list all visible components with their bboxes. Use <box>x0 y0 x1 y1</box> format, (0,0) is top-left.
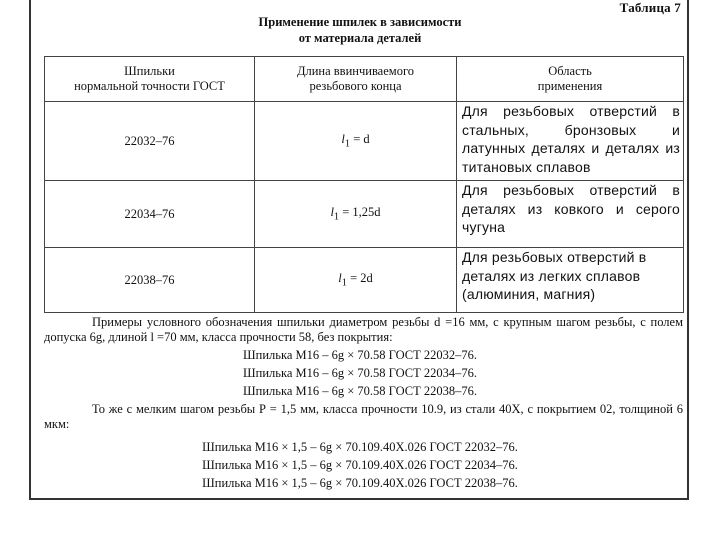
length-sub: 1 <box>333 211 340 223</box>
length-cell <box>255 102 457 181</box>
header-length-line-2: резьбового конца <box>309 79 402 93</box>
length-sub: 1 <box>341 277 347 289</box>
example-line: Шпилька М16 – 6g × 70.58 ГОСТ 22032–76. <box>243 348 477 362</box>
example-line: Шпилька М16 × 1,5 – 6g × 70.109.40Х.026 ГОСТ 22034–76. <box>202 458 518 472</box>
header-gost <box>45 57 255 102</box>
header-gost-line-2: нормальной точности ГОСТ <box>74 79 225 93</box>
table-number: Таблица 7 <box>619 0 681 15</box>
length-var: l <box>330 205 334 220</box>
example-line: Шпилька М16 – 6g × 70.58 ГОСТ 22038–76. <box>243 384 477 398</box>
example-line: Шпилька М16 × 1,5 – 6g × 70.109.40Х.026 ГОСТ 22038–76. <box>202 476 518 490</box>
header-area-line-1: Область <box>548 64 592 78</box>
studs-table <box>44 56 684 313</box>
example-line: Шпилька М16 × 1,5 – 6g × 70.109.40Х.026 ГОСТ 22032–76. <box>202 440 518 454</box>
area-cell: Для резьбовых отверстий в стальных, бронзовых и латунных деталях и деталях из титановых сплавов <box>457 102 684 181</box>
area-cell: Для резьбовых отверстий в деталях из легких сплавов (алюминия, магния) <box>457 248 684 313</box>
table-row <box>45 102 684 181</box>
header-length <box>255 57 457 102</box>
header-area <box>457 57 684 102</box>
gost-cell: 22034–76 <box>45 181 255 248</box>
table-header-row <box>45 57 684 102</box>
table-caption-line-2: от материала деталей <box>298 31 422 45</box>
gost-cell: 22032–76 <box>45 102 255 181</box>
header-gost-line-1: Шпильки <box>124 64 175 78</box>
header-length-line-1: Длина ввинчиваемого <box>296 64 415 78</box>
length-cell <box>255 248 457 313</box>
gost-cell: 22038–76 <box>45 248 255 313</box>
length-var: l <box>338 271 342 286</box>
table-caption-line-1: Применение шпилек в зависимости <box>258 15 462 29</box>
area-cell: Для резьбовых отверстий в деталях из ковкого и серого чугуна <box>457 181 684 248</box>
length-value: = 1,25d <box>339 205 381 220</box>
length-value: = d <box>350 132 370 147</box>
example-paragraph-1: Примеры условного обозначения шпильки диаметром резьбы d =16 мм, с крупным шагом резьбы, с полем допуска 6g, длиной l =70 мм, класса прочности 58, без покрытия: <box>44 315 683 344</box>
length-cell <box>255 181 457 248</box>
length-sub: 1 <box>344 138 351 150</box>
table-row <box>45 181 684 248</box>
example-line: Шпилька М16 – 6g × 70.58 ГОСТ 22034–76. <box>243 366 477 380</box>
length-var: l <box>341 132 345 147</box>
table-row <box>45 248 684 313</box>
header-area-line-2: применения <box>537 79 603 93</box>
example-paragraph-2: То же с мелким шагом резьбы Р = 1,5 мм, класса прочности 10.9, из стали 40Х, с покрытием 02, толщиной 6 мкм: <box>44 402 683 431</box>
length-value: = 2d <box>346 271 373 286</box>
